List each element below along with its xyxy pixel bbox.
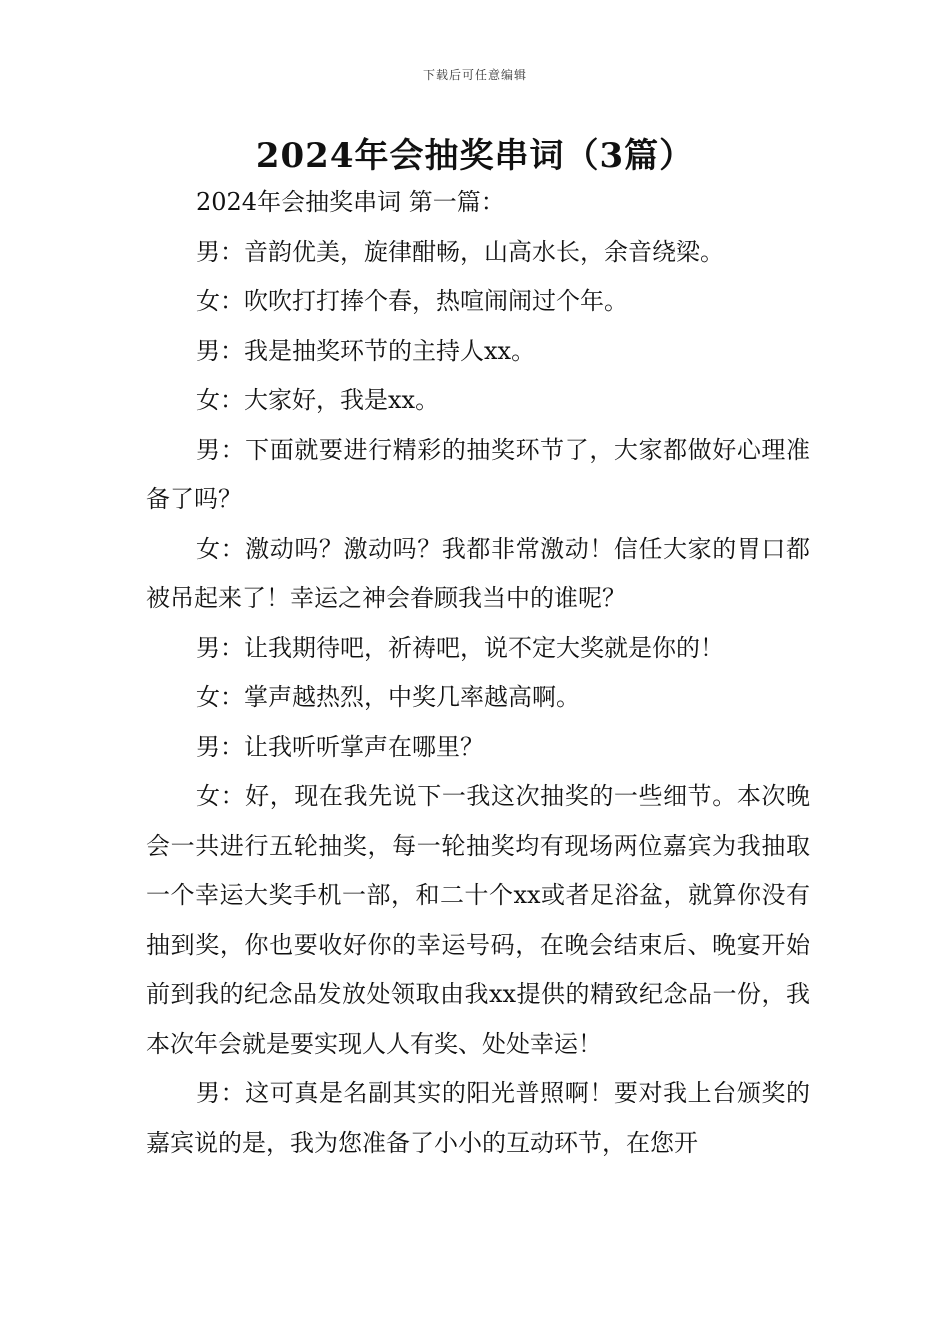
document-body (146, 178, 810, 1168)
paragraph: 女：大家好，我是xx。 (196, 386, 440, 414)
paragraph: 男：让我期待吧，祈祷吧，说不定大奖就是你的！ (196, 633, 724, 662)
paragraph: 女：吹吹打打捧个春，热喧闹闹过个年。 (196, 287, 628, 315)
document-title: 2024年会抽奖串词（3篇） (255, 136, 695, 176)
paragraph: 男：下面就要进行精彩的抽奖环节了，大家都做好心理准备了吗？ (146, 435, 810, 513)
paragraph: 男：音韵优美，旋律酣畅，山高水长，余音绕梁。 (196, 237, 724, 266)
paragraph: 女：掌声越热烈，中奖几率越高啊。 (196, 683, 580, 711)
header-note: 下载后可任意编辑 (422, 68, 527, 82)
paragraph: 女：好，现在我先说下一我这次抽奖的一些细节。本次晚会一共进行五轮抽奖，每一轮抽奖均有现场两位嘉宾为我抽取一个幸运大奖手机一部，和二十个xx或者足浴盆，就算你没有抽到奖，你也要收好你的幸运号码，在晚会结束后、晚宴开始前到我的纪念品发放处领取由我xx提供的精致纪念品一份，我本次年会就是要实现人人有奖、处处幸运！ (146, 782, 810, 1058)
paragraph: 女：激动吗？激动吗？我都非常激动！信任大家的胃口都被吊起来了！幸运之神会眷顾我当中的谁呢？ (146, 534, 810, 612)
paragraph: 男：让我听听掌声在哪里？ (196, 732, 484, 761)
paragraph: 男：这可真是名副其实的阳光普照啊！要对我上台颁奖的嘉宾说的是，我为您准备了小小的互动环节，在您开 (146, 1079, 810, 1157)
paragraph: 男：我是抽奖环节的主持人xx。 (196, 336, 536, 365)
section-heading: 2024年会抽奖串词 第一篇： (196, 188, 505, 216)
